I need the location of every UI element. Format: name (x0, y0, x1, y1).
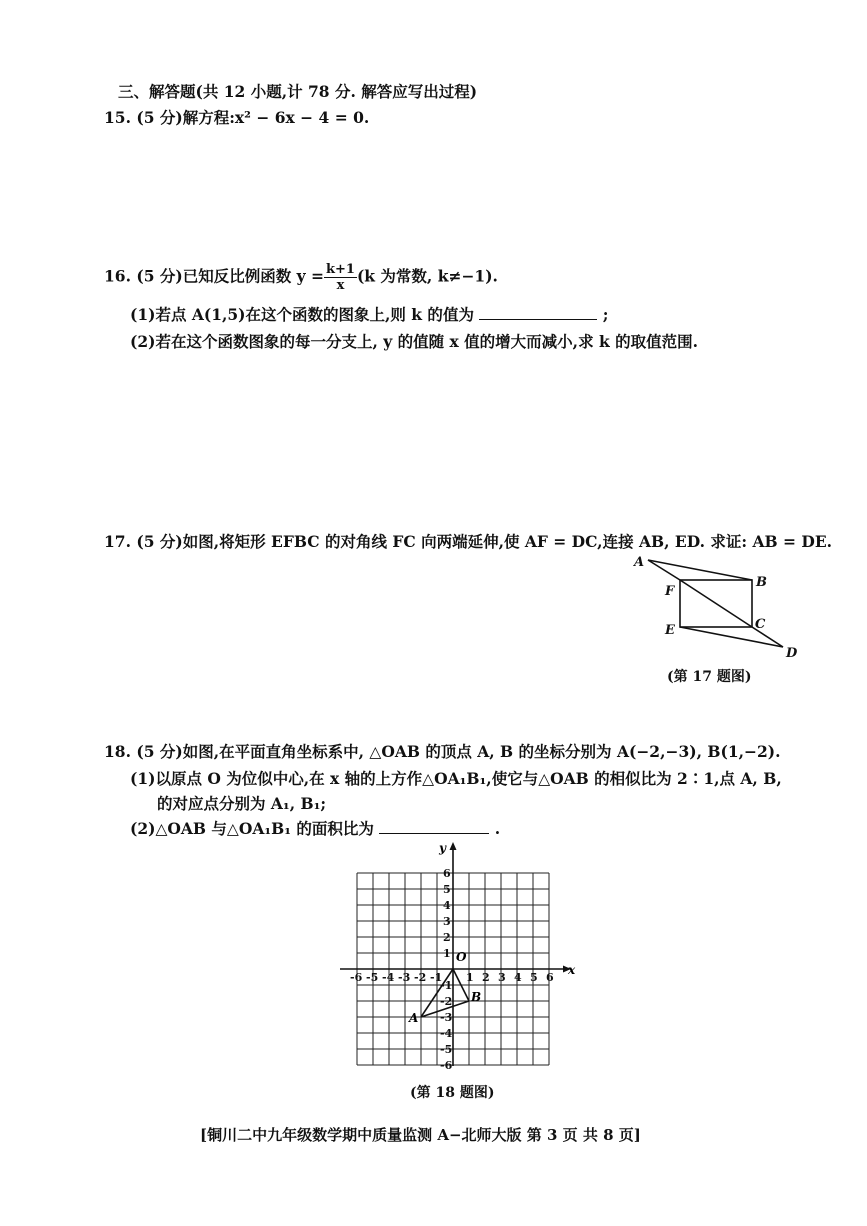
x-tick-label: -2 (414, 971, 427, 984)
y-axis-arrow (450, 842, 457, 850)
y-axis-label: y (439, 841, 446, 855)
q18-part2-text: (2)△OAB 与△OA₁B₁ 的面积比为 (130, 819, 374, 838)
y-tick-label: 4 (443, 899, 451, 912)
y-tick-label: -1 (440, 979, 453, 992)
q16-part1-text: (1)若点 A(1,5)在这个函数的图象上,则 k 的值为 (130, 305, 474, 324)
question-17: 17. (5 分)如图,将矩形 EFBC 的对角线 FC 向两端延伸,使 AF = DC,连接 AB, ED. 求证: AB = DE. (104, 532, 833, 551)
q16-part1-end: ; (602, 305, 609, 324)
page-footer: [铜川二中九年级数学期中质量监测 A−北师大版 第 3 页 共 8 页] (200, 1126, 641, 1144)
q16-fraction-denominator: x (336, 278, 345, 293)
label-E: E (665, 623, 675, 638)
x-axis-label: x (568, 963, 576, 977)
q18-answer-blank[interactable] (379, 819, 489, 834)
y-tick-label: 3 (443, 915, 451, 928)
y-tick-label: 6 (443, 867, 451, 880)
label-F: F (665, 584, 675, 599)
section-title: 三、解答题(共 12 小题,计 78 分. 解答应写出过程) (118, 82, 478, 101)
q16-answer-blank[interactable] (479, 305, 597, 320)
q16-part2: (2)若在这个函数图象的每一分支上, y 的值随 x 值的增大而减小,求 k 的取值范围. (130, 332, 699, 351)
q18-part2-end: . (494, 819, 501, 838)
x-tick-label: 1 (466, 971, 474, 984)
q17-figure (628, 550, 808, 665)
y-tick-label: -3 (440, 1011, 453, 1024)
diagonal-FC (680, 580, 752, 627)
y-tick-label: -4 (440, 1027, 453, 1040)
x-tick-label: -5 (366, 971, 379, 984)
q16-lead: 16. (5 分)已知反比例函数 y = (104, 266, 324, 286)
question-18: 18. (5 分)如图,在平面直角坐标系中, △OAB 的顶点 A, B 的坐标分别为 A(−2,−3), B(1,−2). (104, 742, 781, 761)
question-16 (104, 262, 498, 293)
q18-caption: (第 18 题图) (410, 1085, 495, 1101)
label-D: D (786, 646, 798, 661)
label-A: A (634, 555, 645, 570)
x-tick-label: 3 (498, 971, 506, 984)
y-tick-label: 2 (443, 931, 451, 944)
q18-coordinate-grid (335, 838, 585, 1078)
x-tick-label: 4 (514, 971, 522, 984)
x-tick-label: -1 (430, 971, 443, 984)
q16-fraction (324, 262, 357, 293)
q16-part1 (130, 303, 609, 325)
x-tick-label: -3 (398, 971, 411, 984)
y-tick-label: -5 (440, 1043, 453, 1056)
y-tick-label: 5 (443, 883, 451, 896)
x-tick-label: 5 (530, 971, 538, 984)
q17-caption: (第 17 题图) (667, 669, 752, 685)
point-B-label: B (471, 990, 482, 1004)
q18-part1a: (1)以原点 O 为位似中心,在 x 轴的上方作△OA₁B₁,使它与△OAB 的相似比为 2∶1,点 A, B, (130, 769, 782, 788)
y-tick-label: 1 (443, 947, 451, 960)
label-C: C (755, 617, 766, 632)
point-A-label: A (409, 1011, 419, 1025)
q18-part2 (130, 817, 500, 839)
origin-label: O (456, 950, 467, 964)
label-B: B (756, 575, 767, 590)
y-tick-label: -6 (440, 1059, 453, 1072)
q16-fraction-numerator: k+1 (326, 262, 355, 277)
x-tick-label: 2 (482, 971, 490, 984)
y-tick-label: -2 (440, 995, 453, 1008)
q18-part1b: 的对应点分别为 A₁, B₁; (157, 794, 327, 813)
x-tick-label: -6 (350, 971, 363, 984)
question-15: 15. (5 分)解方程:x² − 6x − 4 = 0. (104, 108, 370, 127)
q16-tail: (k 为常数, k≠−1). (356, 266, 498, 286)
x-tick-label: -4 (382, 971, 395, 984)
x-tick-label: 6 (546, 971, 554, 984)
